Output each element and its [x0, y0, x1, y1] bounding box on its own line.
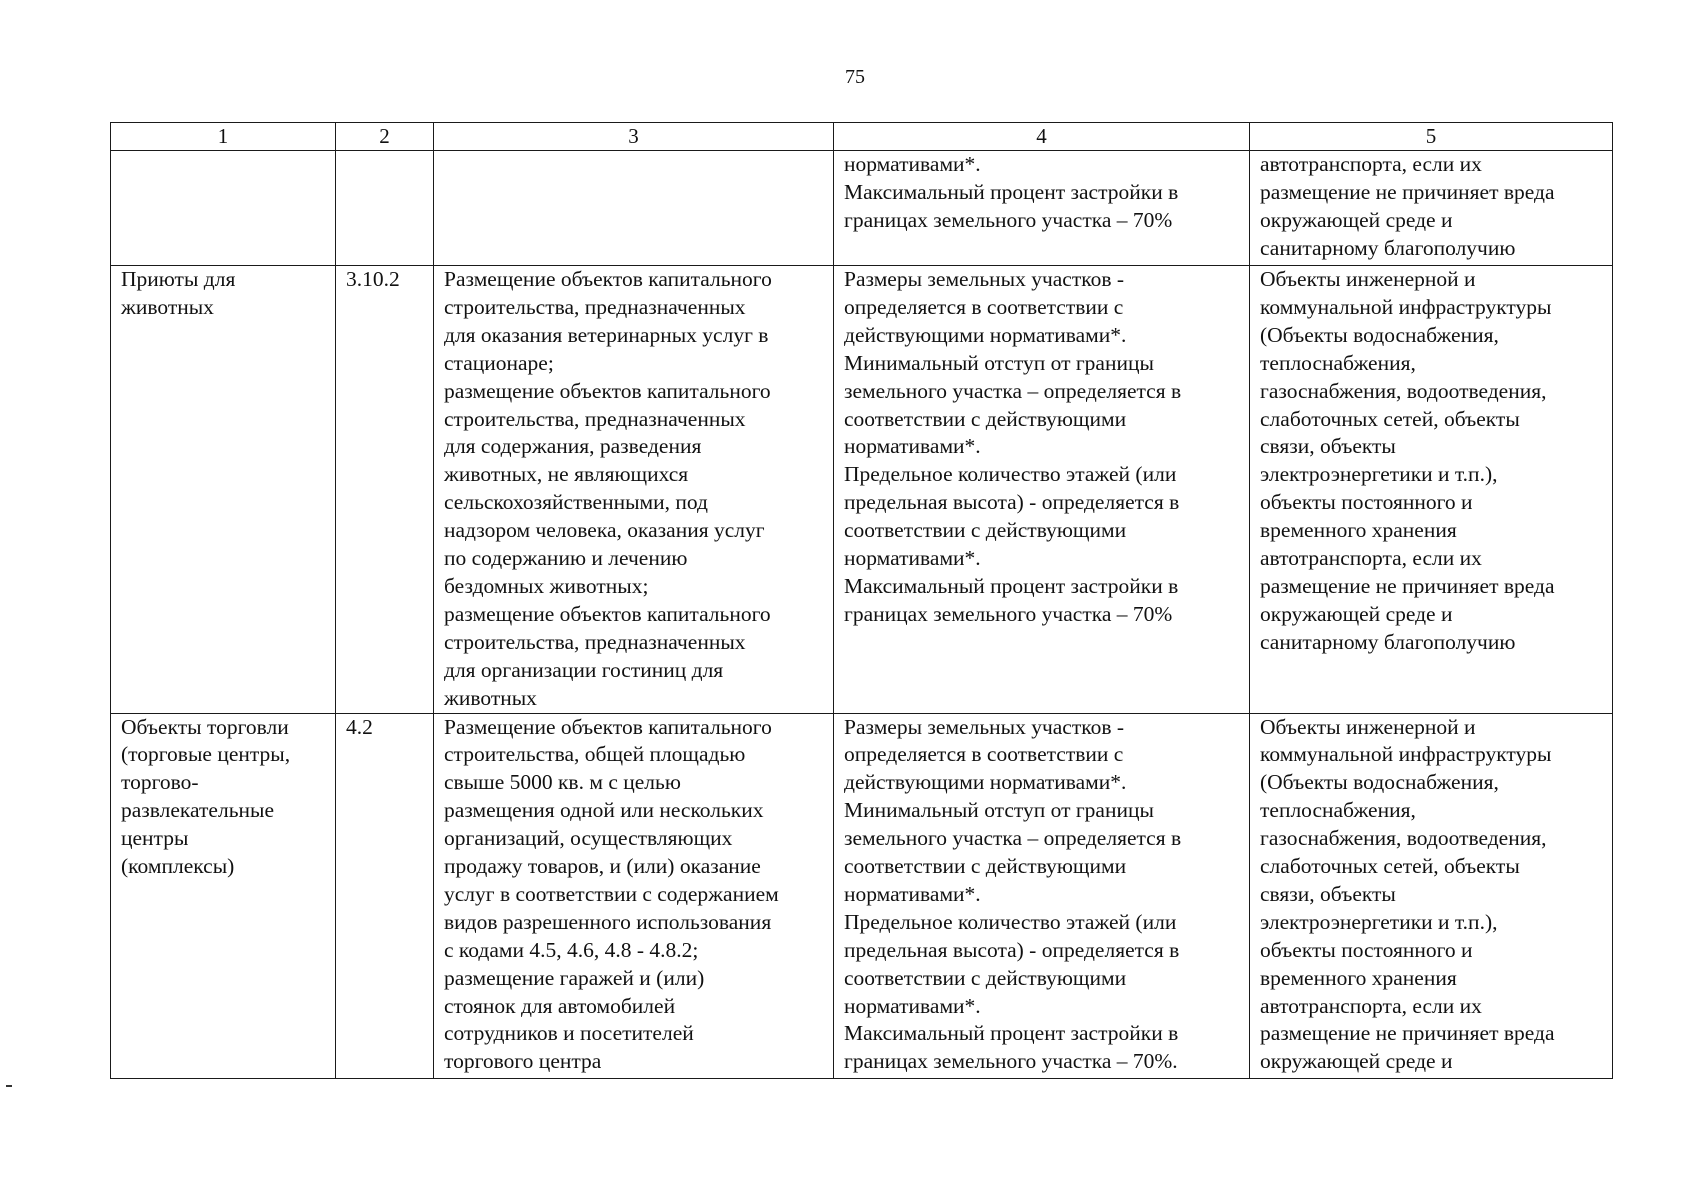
cell-auxiliary: [1250, 713, 1613, 1078]
cell-text-line: по содержанию и лечению: [444, 546, 688, 571]
cell-text-line: сельскохозяйственными, под: [444, 490, 708, 515]
cell-text-line: действующими нормативами*.: [844, 770, 1127, 795]
cell-text-line: для оказания ветеринарных услуг в: [444, 322, 769, 347]
cell-text-line: для организации гостиниц для: [444, 657, 724, 682]
cell-text-line: автотранспорта, если их: [1260, 152, 1482, 176]
cell-text-line: коммунальной инфраструктуры: [1260, 742, 1552, 767]
cell-text-line: окружающей среде и: [1260, 207, 1453, 232]
cell-text-line: с кодами 4.5, 4.6, 4.8 - 4.8.2;: [444, 937, 699, 962]
cell-code: [336, 266, 434, 714]
cell-text-line: животных: [121, 294, 214, 319]
cell-text-line: размещения одной или нескольких: [444, 798, 764, 823]
cell-text-line: теплоснабжения,: [1260, 350, 1416, 375]
cell-description: [434, 266, 834, 714]
cell-text-line: Минимальный отступ от границы: [844, 798, 1154, 823]
cell-text-line: объекты постоянного и: [1260, 937, 1473, 962]
cell-text-line: центры: [121, 826, 189, 851]
cell-text-line: стоянок для автомобилей: [444, 993, 676, 1018]
cell-text-line: размещение объектов капитального: [444, 601, 771, 626]
cell-text-line: электроэнергетики и т.п.),: [1260, 909, 1498, 934]
cell-text-line: развлекательные: [121, 798, 274, 823]
cell-text-line: окружающей среде и: [1260, 1049, 1453, 1074]
cell-text-line: размещение не причиняет вреда: [1260, 1021, 1555, 1046]
cell-text-line: (комплексы): [121, 854, 235, 879]
cell-description: [434, 151, 834, 266]
cell-text-line: Размеры земельных участков -: [844, 714, 1125, 739]
cell-text-line: (торговые центры,: [121, 742, 291, 767]
cell-text-line: (Объекты водоснабжения,: [1260, 322, 1499, 347]
cell-text-line: санитарному благополучию: [1260, 235, 1516, 260]
cell-text-line: Предельное количество этажей (или: [844, 462, 1177, 487]
cell-text-line: автотранспорта, если их: [1260, 993, 1482, 1018]
cell-text-line: нормативами*.: [844, 881, 981, 906]
cell-text-line: Предельное количество этажей (или: [844, 909, 1177, 934]
table-body: [111, 151, 1613, 1079]
cell-text-line: Минимальный отступ от границы: [844, 350, 1154, 375]
table-row: [111, 151, 1613, 266]
cell-text-line: Объекты инженерной и: [1260, 714, 1476, 739]
cell-text-line: газоснабжения, водоотведения,: [1260, 826, 1547, 851]
cell-text-line: действующими нормативами*.: [844, 322, 1127, 347]
cell-text-line: объекты постоянного и: [1260, 490, 1473, 515]
cell-parameters: [834, 713, 1250, 1078]
header-col-1: 1: [111, 123, 336, 151]
cell-text-line: продажу товаров, и (или) оказание: [444, 854, 761, 879]
cell-text-line: Максимальный процент застройки в: [844, 1021, 1179, 1046]
cell-text-line: нормативами*.: [844, 152, 981, 176]
cell-text-line: нормативами*.: [844, 546, 981, 571]
cell-text-line: границах земельного участка – 70%: [844, 207, 1173, 232]
cell-name: [111, 713, 336, 1078]
cell-text-line: Объекты торговли: [121, 714, 289, 739]
table-row: [111, 713, 1613, 1078]
cell-text-line: электроэнергетики и т.п.),: [1260, 462, 1498, 487]
header-col-3: 3: [434, 123, 834, 151]
cell-text-line: торгово-: [121, 770, 199, 795]
cell-text-line: сотрудников и посетителей: [444, 1021, 694, 1046]
cell-text-line: 4.2: [346, 714, 373, 739]
cell-text-line: газоснабжения, водоотведения,: [1260, 378, 1547, 403]
cell-parameters: [834, 266, 1250, 714]
cell-text-line: для содержания, разведения: [444, 434, 702, 459]
cell-text-line: размещение не причиняет вреда: [1260, 179, 1555, 204]
cell-text-line: торгового центра: [444, 1049, 602, 1074]
cell-text-line: соответствии с действующими: [844, 406, 1127, 431]
cell-parameters: [834, 151, 1250, 266]
cell-text-line: Максимальный процент застройки в: [844, 573, 1179, 598]
cell-code: [336, 151, 434, 266]
cell-text-line: окружающей среде и: [1260, 601, 1453, 626]
cell-text-line: предельная высота) - определяется в: [844, 490, 1180, 515]
cell-text-line: предельная высота) - определяется в: [844, 937, 1180, 962]
cell-text-line: строительства, предназначенных: [444, 294, 746, 319]
cell-text-line: временного хранения: [1260, 518, 1457, 543]
cell-text-line: размещение гаражей и (или): [444, 965, 705, 990]
cell-text-line: размещение объектов капитального: [444, 378, 771, 403]
cell-text-line: нормативами*.: [844, 434, 981, 459]
cell-text-line: санитарному благополучию: [1260, 629, 1516, 654]
cell-text-line: размещение не причиняет вреда: [1260, 573, 1555, 598]
cell-text-line: животных, не являющихся: [444, 462, 689, 487]
cell-text-line: стационаре;: [444, 350, 554, 375]
cell-text-line: 3.10.2: [346, 267, 400, 291]
cell-text-line: строительства, предназначенных: [444, 629, 746, 654]
cell-text-line: связи, объекты: [1260, 881, 1396, 906]
cell-text-line: организаций, осуществляющих: [444, 826, 733, 851]
cell-text-line: слаботочных сетей, объекты: [1260, 854, 1520, 879]
table-row: [111, 266, 1613, 714]
cell-text-line: видов разрешенного использования: [444, 909, 772, 934]
cell-text-line: животных: [444, 685, 537, 710]
cell-text-line: границах земельного участка – 70%.: [844, 1049, 1178, 1074]
cell-text-line: надзором человека, оказания услуг: [444, 518, 765, 543]
cell-name: [111, 266, 336, 714]
cell-code: [336, 713, 434, 1078]
cell-name: [111, 151, 336, 266]
cell-text-line: нормативами*.: [844, 993, 981, 1018]
margin-tick-mark: [6, 1085, 12, 1087]
cell-text-line: земельного участка – определяется в: [844, 378, 1182, 403]
header-col-2: 2: [336, 123, 434, 151]
cell-text-line: Размещение объектов капитального: [444, 267, 772, 291]
cell-text-line: бездомных животных;: [444, 573, 649, 598]
cell-text-line: определяется в соответствии с: [844, 294, 1124, 319]
cell-text-line: соответствии с действующими: [844, 854, 1127, 879]
cell-text-line: соответствии с действующими: [844, 518, 1127, 543]
cell-auxiliary: [1250, 151, 1613, 266]
cell-text-line: услуг в соответствии с содержанием: [444, 881, 779, 906]
cell-text-line: автотранспорта, если их: [1260, 546, 1482, 571]
cell-text-line: границах земельного участка – 70%: [844, 601, 1173, 626]
cell-text-line: коммунальной инфраструктуры: [1260, 294, 1552, 319]
cell-text-line: соответствии с действующими: [844, 965, 1127, 990]
cell-description: [434, 713, 834, 1078]
cell-auxiliary: [1250, 266, 1613, 714]
cell-text-line: Размеры земельных участков -: [844, 267, 1125, 291]
cell-text-line: связи, объекты: [1260, 434, 1396, 459]
cell-text-line: определяется в соответствии с: [844, 742, 1124, 767]
cell-text-line: Приюты для: [121, 267, 236, 291]
header-col-5: 5: [1250, 123, 1613, 151]
cell-text-line: Максимальный процент застройки в: [844, 179, 1179, 204]
cell-text-line: свыше 5000 кв. м с целью: [444, 770, 681, 795]
header-col-4: 4: [834, 123, 1250, 151]
cell-text-line: временного хранения: [1260, 965, 1457, 990]
cell-text-line: земельного участка – определяется в: [844, 826, 1182, 851]
table-header-row: [111, 123, 1613, 151]
cell-text-line: строительства, предназначенных: [444, 406, 746, 431]
cell-text-line: теплоснабжения,: [1260, 798, 1416, 823]
cell-text-line: Объекты инженерной и: [1260, 267, 1476, 291]
cell-text-line: строительства, общей площадью: [444, 742, 746, 767]
zoning-table: [110, 122, 1613, 1079]
cell-text-line: Размещение объектов капитального: [444, 714, 772, 739]
cell-text-line: (Объекты водоснабжения,: [1260, 770, 1499, 795]
cell-text-line: слаботочных сетей, объекты: [1260, 406, 1520, 431]
page-number: 75: [845, 66, 865, 88]
